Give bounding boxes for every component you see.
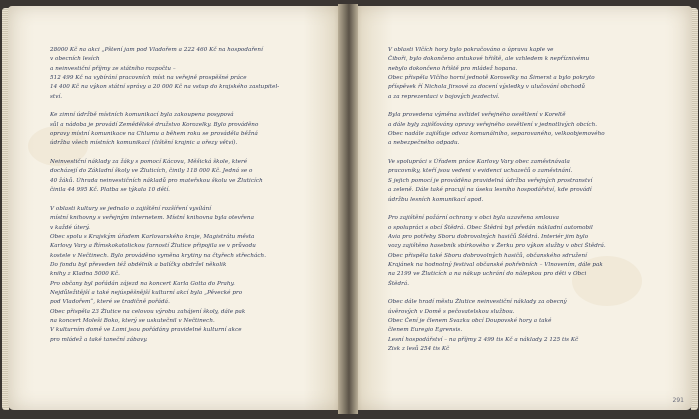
left-page-line: v obecních lesích [50,56,100,63]
right-page-line: členem Euregio Egrensis. [388,327,463,334]
right-page-line: pracovníky, kteří jsou vedeni v evidenci uchazečů o zaměstnání. [388,168,573,175]
left-page-line: ství. [50,93,63,100]
left-page-line: docházejí do Základní školy ve Žluticích, činily 118 000 Kč. Jedná se o [50,168,253,175]
right-page-line: údržbu lesních komunikací apod. [388,196,484,203]
right-page [352,6,692,410]
right-page-line: Obec dále hradí městu Žlutice neinvestiční náklady za obecný [388,299,567,306]
left-page-line: 14 400 Kč na výkon státní správy a 20 000 Kč na vstup do krajského zastupitel- [50,84,280,91]
left-page [8,6,344,410]
left-page-line: Karlovy Vary a Římskokatolickou farností Žlutice připojila se v průvodu [50,243,256,250]
right-page-line: Obec přispěla Vlčího horní jednotě Koroselky na Šimerst a bylo pokryto [388,75,595,82]
left-page-line: Ke zimní údržbě místních komunikací byla zakoupena posypová [50,112,234,119]
left-page-line: údržba všech místních komunikací (čištění krajnic a ořezy větví). [50,140,238,147]
left-page-line [50,196,330,205]
left-page-line: V oblasti kultury se jednalo o zajištění rozšíření vysílání [50,205,212,212]
right-page-line [388,102,682,111]
left-page-line: 28000 Kč na akci „Pštení jam pod Vladořem a 222 460 Kč na hospodaření [50,47,263,53]
right-page-line: V oblasti Vlčích hory bylo pokračováno o úpravu kaple ve [388,47,554,53]
left-page-line: opravy místní komunikace na Chlumu a během roku se prováděla běžná [50,131,258,138]
left-page-line: Do fondu byl převeden též obdélník a balíčky obdržel několik [50,261,227,268]
right-page-text [388,46,682,354]
right-page-line: nebylo dokončeno hřiště pro mládež hopana. [388,65,518,72]
left-page-line: v každé úterý. [50,224,91,231]
right-page-line [388,149,682,158]
left-page-line: V kulturním domě ve Lomi jsou pořádány pravidelné kulturní akce [50,327,242,334]
right-page-line: Lesní hospodářství – na příjmy 2 499 tis Kč a náklady 2 125 tis Kč [388,336,579,343]
page-number: 291 [672,397,684,404]
right-page-line [388,289,682,298]
right-page-line: úvěrových v Domě s pečovatelskou službou. [388,308,515,315]
left-page-line: 40 žáků. Úhrada neinvestičních nákladů pro mateřskou školu ve Žluticích [50,177,263,184]
left-page-line: Pro občany byl pořádán zájezd na koncert Karla Gotta do Prahy. [50,280,235,287]
right-page-line: o spolupráci s obcí Štědrá. Obec Štědrá byl předán nákladní automobil [388,224,593,231]
right-page-line: a dále byly zajišťovány opravy veřejného osvětlení v jednotlivých obcích. [388,121,598,128]
left-page-line: Obec přispěla 23 Žlutice na celovou výrobu zahájení školy, dále pak [50,308,246,315]
right-page-line: Krajánek na hodnotný festival občanské pohřebních – Vlnovením, dále pak [388,261,603,268]
left-page-line: knihy z Kladna 5000 Kč. [50,271,120,278]
right-page-line: Ve spolupráci s Úřadem práce Karlovy Vary obec zaměstnávala [388,159,570,166]
right-page-line [388,205,682,214]
left-page-line: Nejdůležitější a také nejúspěšnější kulturní akcí byla „Pěvecké pro [50,289,243,296]
left-page-line: a neinvestiční příjmy ze státního rozpočtu – [50,65,176,72]
right-page-line: a nebezpečného odpadu. [388,140,460,147]
right-page-line: a zeleně. Dále také pracují na úseku lesního hospodářství, kde provádí [388,187,592,194]
left-page-line: sůl a nádoba je provádí Zemědělské družstvo Korozelky. Bylo prováděno [50,121,259,128]
left-page-line [50,149,330,158]
right-page-line: Byla provedena výměna svítidel veřejného osvětlení v Koreltě [388,112,566,119]
left-page-line: činila 44 995 Kč. Platba se týkala 10 dětí. [50,187,171,194]
right-page-line: Štědrá. [388,280,410,287]
right-page-line: na 2199 ve Žluticích a na nákup uchrání do nálepkou pro děti v Obci [388,271,587,278]
left-page-line: 512 499 Kč na vybírání pracovních míst na veřejně prospěšné práce [50,75,247,82]
book-gutter [338,4,358,414]
left-page-line: Obec spolu s Krajským úřadem Karlovarského kraje, Magistrátu města [50,233,255,240]
left-page-line [50,102,330,111]
right-page-line: a za reprezentaci v bojových jezdectví. [388,93,500,100]
right-page-line: Zisk z lesů 254 tis Kč [388,346,450,352]
right-page-line: vozy zajištěno hasebník sbírkového v Žerku pro výkon služby v obci Štědrá. [388,243,606,250]
right-page-line: Obec přispěla také Sboru dobrovolných hasičů, občanského sdružení [388,252,588,259]
page-edges-right [691,8,698,410]
right-page-line: příspěvek ří Nichola Jirsové za docení výsledky v ulučování obchodů [388,84,586,91]
left-page-line: na koncert Moleši Boko, který se uskutečnil v Nečtinech. [50,317,215,324]
right-page-line: Obec Čení je členem Svazku obcí Doupovské hory a také [388,317,552,324]
left-page-line: pod Vladořem“, které se tradičně pořádá. [50,299,170,306]
right-page-line: S jejich pomocí je prováděna pravidelná údržba veřejných prostranství [388,177,593,184]
left-page-text [50,46,330,345]
right-page-line: Čiboři, bylo dokončeno antukové hřiště, ale vzhledem k nepříznivému [388,56,590,63]
left-page-line: kostele v Nečtinech. Bylo prováděno vyměna krytiny na čtyřech střechách. [50,252,267,259]
right-page-line: Pro zajištění požární ochrany v obci byla uzavřena smlouva [388,215,560,222]
right-page-line: Avia pro potřeby Sboru dobrovolných hasičů Štědrá. Interiér jim bylo [388,233,589,240]
left-page-line: Neinvestiční náklady za žáky s pomocí Kácovu, Měšická škole, které [50,159,248,166]
right-page-line: Obec nadále zajišťuje odvoz komunálního, separovaného, velkoobjemového [388,131,605,138]
left-page-line: pro mládež a také taneční zábavy. [50,336,148,343]
left-page-line: místní knihovny s veřejným internetem. Místní knihovna byla otevřena [50,215,254,222]
